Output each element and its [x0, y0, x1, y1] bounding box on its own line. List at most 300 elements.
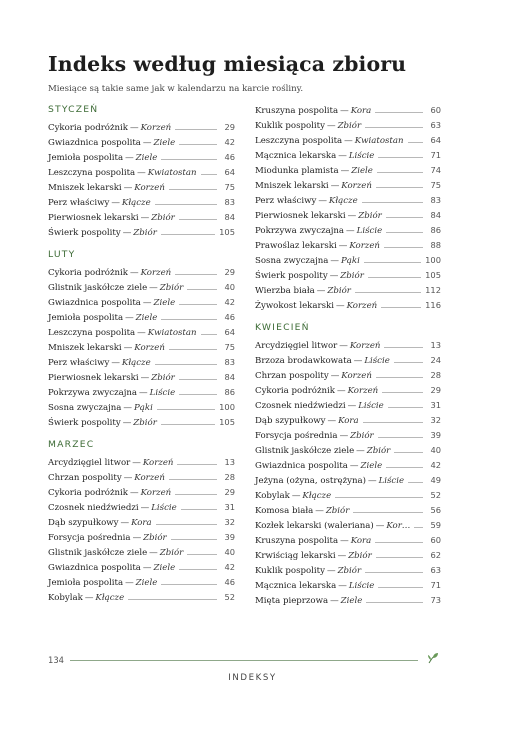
- plant-name: Świerk pospolity: [255, 271, 328, 281]
- plant-part: Liście: [348, 151, 375, 161]
- page-reference: 46: [224, 577, 235, 587]
- index-entry: [48, 470, 235, 485]
- leader-line: [376, 187, 423, 188]
- page-reference: 74: [430, 165, 441, 175]
- em-dash-separator: —: [338, 151, 347, 161]
- page-reference: 64: [430, 135, 441, 145]
- plant-name: Perz właściwy: [48, 358, 110, 368]
- plant-name: Cykoria podróżnik: [255, 386, 335, 396]
- plant-name: Pierwiosnek lekarski: [255, 211, 346, 221]
- em-dash-separator: —: [339, 341, 348, 351]
- plant-part: Zbiór: [350, 431, 374, 441]
- plant-part: Pąki: [133, 403, 153, 413]
- em-dash-separator: —: [339, 431, 349, 441]
- page-reference: 86: [224, 387, 235, 397]
- em-dash-separator: —: [326, 121, 336, 131]
- leader-line: [179, 304, 217, 305]
- index-entry: [48, 180, 235, 195]
- plant-part: Zbiór: [133, 418, 157, 428]
- plant-name: Gwiazdnica pospolita: [255, 461, 348, 471]
- page-reference: 62: [430, 550, 441, 560]
- plant-name: Brzoza brodawkowata: [255, 356, 352, 366]
- em-dash-separator: —: [347, 401, 357, 411]
- plant-name: Kruszyna pospolita: [255, 106, 339, 116]
- plant-part: Ziele: [153, 298, 176, 308]
- leader-line: [201, 334, 217, 335]
- plant-name: Glistnik jaskółcze ziele: [48, 548, 148, 558]
- page-reference: 100: [425, 255, 441, 265]
- leader-line: [376, 557, 423, 558]
- plant-part: Kora: [350, 106, 372, 116]
- em-dash-separator: —: [329, 271, 339, 281]
- leader-line: [161, 234, 215, 235]
- plant-name: Leszczyna pospolita: [48, 328, 136, 338]
- plant-part: Korzeń: [341, 371, 372, 381]
- leader-line: [128, 599, 217, 600]
- plant-part: Kłącze: [121, 358, 151, 368]
- plant-name: Gwiazdnica pospolita: [48, 563, 141, 573]
- plant-name: Glistnik jaskółcze ziele: [48, 283, 148, 293]
- index-entry: [255, 238, 441, 253]
- plant-part: Zbiór: [159, 548, 184, 558]
- plant-name: Mącznica lekarska: [255, 151, 337, 161]
- plant-name: Chrzan pospolity: [255, 371, 329, 381]
- leader-line: [375, 542, 423, 543]
- page-reference: 112: [425, 285, 441, 295]
- leader-line: [381, 307, 421, 308]
- em-dash-separator: —: [137, 328, 146, 338]
- plant-name: Krwiściąg lekarski: [255, 551, 336, 561]
- plant-name: Świerk pospolity: [48, 228, 121, 238]
- index-entry: [48, 575, 235, 590]
- em-dash-separator: —: [347, 211, 357, 221]
- page-reference: 46: [224, 312, 235, 322]
- index-entry: [255, 563, 441, 578]
- plant-part: Kwiatostan: [147, 168, 197, 178]
- index-entry: [255, 428, 441, 443]
- em-dash-separator: —: [125, 153, 134, 163]
- em-dash-separator: —: [123, 183, 133, 193]
- leader-line: [161, 424, 215, 425]
- plant-part: Zbiór: [151, 373, 175, 383]
- index-entry: [48, 560, 235, 575]
- index-entry: [255, 223, 441, 238]
- plant-name: Glistnik jaskółcze ziele: [255, 446, 355, 456]
- plant-name: Arcydzięgiel litwor: [48, 458, 131, 468]
- plant-name: Sosna zwyczajna: [48, 403, 122, 413]
- index-entry: [48, 150, 235, 165]
- plant-name: Prawoślaz lekarski: [255, 241, 337, 251]
- plant-part: Korzeń: [142, 458, 174, 468]
- plant-name: Sosna zwyczajna: [255, 256, 329, 266]
- plant-name: Wierzba biała: [255, 286, 315, 296]
- plant-part: Ziele: [135, 578, 158, 588]
- plant-part: Liście: [149, 388, 176, 398]
- plant-part: Kłącze: [302, 491, 332, 501]
- index-entry: [48, 485, 235, 500]
- em-dash-separator: —: [130, 488, 139, 498]
- plant-part: Liście: [364, 356, 390, 366]
- plant-name: Forsycja pośrednia: [255, 431, 338, 441]
- em-dash-separator: —: [140, 213, 150, 223]
- page-reference: 29: [224, 267, 235, 277]
- plant-name: Jemioła pospolita: [48, 313, 124, 323]
- plant-name: Czosnek niedźwiedzi: [255, 401, 346, 411]
- index-entry: [255, 338, 441, 353]
- em-dash-separator: —: [349, 461, 359, 471]
- em-dash-separator: —: [149, 283, 158, 293]
- plant-part: Ziele: [135, 313, 158, 323]
- plant-name: Gwiazdnica pospolita: [48, 298, 141, 308]
- em-dash-separator: —: [353, 356, 363, 366]
- index-entry: [255, 353, 441, 368]
- index-entry: [48, 355, 235, 370]
- index-entry: [48, 400, 235, 415]
- index-entry: [255, 268, 441, 283]
- plant-part: Korzeń: [346, 301, 378, 311]
- page-reference: 83: [430, 195, 441, 205]
- plant-name: Mącznica lekarska: [255, 581, 337, 591]
- index-entry: [255, 298, 441, 313]
- plant-part: Liście: [358, 401, 384, 411]
- page-reference: 32: [224, 517, 235, 527]
- leader-line: [353, 512, 423, 513]
- leader-line: [179, 569, 217, 570]
- plant-part: Zbiór: [358, 211, 382, 221]
- page-reference: 52: [430, 490, 441, 500]
- page-reference: 59: [430, 520, 441, 530]
- page-reference: 13: [224, 457, 235, 467]
- plant-part: Kłącze: [95, 593, 125, 603]
- leader-line: [382, 392, 423, 393]
- index-entry: [255, 118, 441, 133]
- plant-part: Liście: [356, 226, 383, 236]
- plant-name: Arcydzięgiel litwor: [255, 341, 338, 351]
- leader-line: [386, 232, 423, 233]
- plant-part: Korzeń: [349, 241, 380, 251]
- page-reference: 86: [430, 225, 441, 235]
- plant-name: Perz właściwy: [255, 196, 317, 206]
- plant-name: Kruszyna pospolita: [255, 536, 339, 546]
- plant-part: Zbiór: [133, 228, 157, 238]
- leader-line: [169, 189, 217, 190]
- plant-part: Liście: [378, 476, 405, 486]
- em-dash-separator: —: [344, 136, 353, 146]
- leader-line: [368, 277, 421, 278]
- plant-part: Zbiór: [348, 551, 372, 561]
- plant-part: Kwiatostan: [354, 136, 404, 146]
- em-dash-separator: —: [123, 403, 132, 413]
- plant-name: Kobylak: [48, 593, 83, 603]
- index-entry: [48, 370, 235, 385]
- em-dash-separator: —: [316, 286, 326, 296]
- page-reference: 105: [425, 270, 441, 280]
- leader-line: [179, 144, 217, 145]
- em-dash-separator: —: [337, 551, 347, 561]
- index-entry: [255, 283, 441, 298]
- page-reference: 49: [430, 475, 441, 485]
- index-entry: [255, 473, 441, 488]
- em-dash-separator: —: [338, 241, 348, 251]
- plant-name: Jeżyna (ożyna, ostrężyna): [255, 476, 366, 486]
- footer-rule: [70, 660, 418, 661]
- leader-line: [181, 509, 217, 510]
- page-reference: 28: [430, 370, 441, 380]
- plant-part: Korzeń: [341, 181, 372, 191]
- plant-part: Liście: [151, 503, 177, 513]
- index-entry: [255, 398, 441, 413]
- plant-name: Kozłek lekarski (waleriana): [255, 521, 374, 531]
- plant-part: Zbiór: [337, 121, 362, 131]
- plant-name: Jemioła pospolita: [48, 578, 124, 588]
- index-entry: [48, 415, 235, 430]
- plant-part: Ziele: [351, 166, 373, 176]
- page-reference: 88: [430, 240, 441, 250]
- em-dash-separator: —: [142, 298, 152, 308]
- plant-part: Pąki: [340, 256, 360, 266]
- em-dash-separator: —: [111, 358, 120, 368]
- plant-name: Pierwiosnek lekarski: [48, 213, 139, 223]
- leader-line: [161, 319, 217, 320]
- leader-line: [388, 407, 423, 408]
- page-reference: 29: [430, 385, 441, 395]
- em-dash-separator: —: [367, 476, 377, 486]
- plant-name: Chrzan pospolity: [48, 473, 122, 483]
- plant-name: Kuklik pospolity: [255, 566, 325, 576]
- em-dash-separator: —: [122, 228, 132, 238]
- em-dash-separator: —: [327, 416, 337, 426]
- plant-part: Zbiór: [151, 213, 175, 223]
- page-reference: 29: [224, 487, 235, 497]
- month-heading: LUTY: [48, 249, 76, 260]
- page-reference: 75: [430, 180, 441, 190]
- em-dash-separator: —: [338, 581, 347, 591]
- page-reference: 84: [430, 210, 441, 220]
- index-entry: [255, 443, 441, 458]
- page-title: Indeks według miesiąca zbioru: [48, 52, 407, 76]
- index-entry: [255, 593, 441, 608]
- footer-section-label: INDEKSY: [228, 673, 277, 683]
- em-dash-separator: —: [330, 371, 340, 381]
- plant-name: Kuklik pospolity: [255, 121, 325, 131]
- index-section: [48, 248, 235, 430]
- leader-line: [378, 157, 423, 158]
- index-entry: [255, 253, 441, 268]
- em-dash-separator: —: [139, 388, 148, 398]
- leader-line: [384, 247, 423, 248]
- plant-part: Kora: [350, 536, 372, 546]
- index-section: [48, 103, 235, 240]
- em-dash-separator: —: [123, 473, 133, 483]
- em-dash-separator: —: [149, 548, 158, 558]
- index-entry: [48, 455, 235, 470]
- em-dash-separator: —: [340, 166, 350, 176]
- plant-name: Dąb szypułkowy: [255, 416, 326, 426]
- plant-name: Mniszek lekarski: [48, 183, 122, 193]
- plant-part: Kłącze: [121, 198, 151, 208]
- leader-line: [187, 554, 217, 555]
- page-reference: 60: [430, 105, 441, 115]
- leader-line: [169, 349, 217, 350]
- leader-line: [414, 527, 423, 528]
- leader-line: [187, 289, 217, 290]
- page-reference: 64: [224, 327, 235, 337]
- em-dash-separator: —: [340, 106, 349, 116]
- leader-line: [155, 204, 217, 205]
- page-reference: 60: [430, 535, 441, 545]
- page-reference: 42: [224, 137, 235, 147]
- page-reference: 116: [425, 300, 441, 310]
- index-entry: [255, 103, 441, 118]
- plant-part: Liście: [348, 581, 375, 591]
- leader-line: [378, 587, 423, 588]
- month-heading: STYCZEŃ: [48, 104, 99, 115]
- page-reference: 84: [224, 372, 235, 382]
- index-entry: [48, 545, 235, 560]
- em-dash-separator: —: [330, 181, 340, 191]
- plant-name: Pokrzywa zwyczajna: [255, 226, 345, 236]
- em-dash-separator: —: [123, 343, 133, 353]
- page-reference: 71: [430, 150, 441, 160]
- leader-line: [179, 379, 217, 380]
- page-reference: 84: [224, 212, 235, 222]
- plant-name: Leszczyna pospolita: [48, 168, 136, 178]
- index-section: [255, 103, 441, 313]
- leader-line: [408, 142, 423, 143]
- plant-name: Pierwiosnek lekarski: [48, 373, 139, 383]
- page-reference: 73: [430, 595, 441, 605]
- index-entry: [255, 578, 441, 593]
- index-entry: [48, 265, 235, 280]
- em-dash-separator: —: [142, 563, 152, 573]
- index-entry: [255, 503, 441, 518]
- page-reference: 31: [224, 502, 235, 512]
- leader-line: [394, 452, 423, 453]
- plant-part: Ziele: [360, 461, 383, 471]
- page-reference: 64: [224, 167, 235, 177]
- page-reference: 63: [430, 565, 441, 575]
- page-reference: 40: [224, 282, 235, 292]
- plant-part: Kor…: [386, 521, 411, 531]
- page-reference: 100: [219, 402, 235, 412]
- leader-line: [377, 172, 423, 173]
- plant-name: Cykoria podróżnik: [48, 488, 128, 498]
- page-reference: 40: [430, 445, 441, 455]
- page-reference: 42: [224, 562, 235, 572]
- index-column-left: [48, 103, 235, 613]
- index-entry: [255, 548, 441, 563]
- em-dash-separator: —: [356, 446, 365, 456]
- page-reference: 29: [224, 122, 235, 132]
- leader-line: [155, 364, 217, 365]
- leader-line: [384, 347, 423, 348]
- index-entry: [255, 488, 441, 503]
- index-entry: [255, 163, 441, 178]
- plant-part: Zbiór: [337, 566, 362, 576]
- plant-name: Pokrzywa zwyczajna: [48, 388, 138, 398]
- plant-part: Korzeń: [140, 268, 172, 278]
- leader-line: [376, 377, 423, 378]
- plant-name: Żywokost lekarski: [255, 301, 334, 311]
- page-reference: 39: [224, 532, 235, 542]
- page-number: 134: [48, 655, 64, 665]
- page-reference: 31: [430, 400, 441, 410]
- plant-part: Zbiór: [327, 286, 351, 296]
- em-dash-separator: —: [140, 503, 150, 513]
- page-reference: 32: [430, 415, 441, 425]
- index-entry: [48, 280, 235, 295]
- index-entry: [255, 518, 441, 533]
- plant-part: Ziele: [135, 153, 158, 163]
- plant-part: Korzeń: [134, 473, 165, 483]
- plant-name: Cykoria podróżnik: [48, 123, 128, 133]
- leader-line: [179, 394, 217, 395]
- em-dash-separator: —: [375, 521, 385, 531]
- page-reference: 42: [430, 460, 441, 470]
- plant-part: Kora: [131, 518, 152, 528]
- em-dash-separator: —: [337, 386, 346, 396]
- page-reference: 24: [430, 355, 441, 365]
- index-entry: [255, 208, 441, 223]
- leader-line: [355, 292, 421, 293]
- em-dash-separator: —: [132, 458, 141, 468]
- plant-part: Zbiór: [143, 533, 167, 543]
- em-dash-separator: —: [130, 268, 139, 278]
- plant-name: Komosa biała: [255, 506, 314, 516]
- index-section: [48, 438, 235, 605]
- index-entry: [48, 295, 235, 310]
- plant-part: Kwiatostan: [147, 328, 197, 338]
- index-entry: [255, 533, 441, 548]
- page-reference: 28: [224, 472, 235, 482]
- page-reference: 83: [224, 357, 235, 367]
- leader-line: [201, 174, 217, 175]
- index-entry: [255, 413, 441, 428]
- leaf-sprout-icon: [426, 652, 440, 664]
- index-entry: [48, 500, 235, 515]
- index-column-right: [255, 103, 441, 616]
- em-dash-separator: —: [346, 226, 355, 236]
- month-heading: MARZEC: [48, 439, 95, 450]
- index-entry: [255, 383, 441, 398]
- index-entry: [255, 458, 441, 473]
- plant-name: Perz właściwy: [48, 198, 110, 208]
- index-section: [255, 321, 441, 608]
- plant-part: Zbiór: [159, 283, 184, 293]
- leader-line: [156, 524, 217, 525]
- leader-line: [175, 494, 217, 495]
- em-dash-separator: —: [120, 518, 130, 528]
- leader-line: [386, 217, 423, 218]
- em-dash-separator: —: [111, 198, 120, 208]
- plant-part: Korzeń: [134, 183, 165, 193]
- plant-name: Cykoria podróżnik: [48, 268, 128, 278]
- plant-part: Korzeń: [349, 341, 381, 351]
- em-dash-separator: —: [84, 593, 94, 603]
- leader-line: [179, 219, 217, 220]
- leader-line: [394, 362, 423, 363]
- page-reference: 42: [224, 297, 235, 307]
- leader-line: [335, 497, 423, 498]
- page-subtitle: Miesiące są takie same jak w kalendarzu na karcie rośliny.: [48, 84, 304, 94]
- index-entry: [48, 195, 235, 210]
- month-heading: KWIECIEŃ: [255, 322, 310, 333]
- em-dash-separator: —: [137, 168, 146, 178]
- plant-name: Czosnek niedźwiedzi: [48, 503, 139, 513]
- em-dash-separator: —: [125, 578, 134, 588]
- plant-part: Zbiór: [325, 506, 350, 516]
- em-dash-separator: —: [340, 536, 349, 546]
